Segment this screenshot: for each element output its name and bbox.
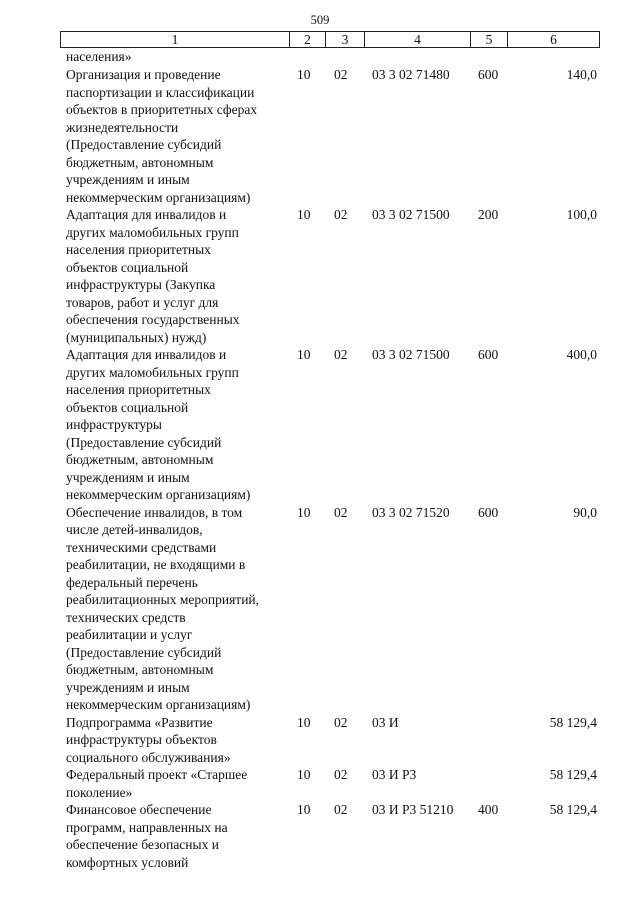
row-name-line: реабилитации, не входящими в: [66, 557, 246, 572]
row-name: [66, 206, 296, 346]
row-name-line: программ, направленных на: [66, 819, 228, 835]
row-name-line: обеспечения государственных: [66, 312, 240, 327]
table-row: [0, 766, 640, 801]
table-row: [0, 346, 640, 504]
row-name-line: некоммерческим организациям): [66, 697, 251, 712]
row-name-line: Финансовое обеспечение: [66, 802, 212, 817]
row-target-code: 03 3 02 71480: [372, 67, 450, 82]
header-col-2: 2: [290, 32, 326, 48]
row-target-code: 03 3 02 71520: [372, 504, 450, 520]
row-amount: 140,0: [566, 67, 597, 82]
header-col-1: 1: [61, 32, 290, 48]
table-row: [0, 714, 640, 767]
row-razdel: 10: [297, 504, 311, 520]
continued-text-fragment: населения»: [66, 49, 132, 64]
row-name-line: Федеральный проект «Старшее: [66, 767, 248, 782]
row-target-code: 03 И Р3: [372, 767, 417, 782]
row-expense-type: 200: [478, 207, 499, 222]
row-amount: 58 129,4: [549, 767, 597, 782]
table-row: [0, 66, 640, 206]
row-expense-type: 600: [478, 504, 499, 520]
row-target-code: 03 И Р3 51210: [372, 802, 454, 817]
row-name-line: учреждениям и иным: [66, 679, 190, 695]
row-name-line: технических средств: [66, 609, 186, 625]
row-razdel: 10: [297, 714, 311, 730]
row-expense-type: 600: [478, 67, 499, 82]
row-razdel: 10: [297, 802, 311, 817]
row-name-line: реабилитационных мероприятий,: [66, 592, 260, 607]
row-name-line: инфраструктуры объектов: [66, 732, 217, 747]
row-name-line: Подпрограмма «Развитие: [66, 714, 213, 730]
row-name-line: (Предоставление субсидий: [66, 644, 222, 660]
budget-rows: [0, 66, 640, 871]
row-target-code: 03 3 02 71500: [372, 207, 450, 222]
row-name: [66, 66, 296, 206]
row-name-line: поколение»: [66, 784, 133, 800]
row-amount: 100,0: [566, 207, 597, 222]
row-name-line: объектов социальной: [66, 259, 189, 275]
row-razdel: 10: [297, 767, 311, 782]
row-name-line: Адаптация для инвалидов и: [66, 207, 227, 222]
row-name-line: инфраструктуры (Закупка: [66, 277, 216, 292]
row-name: [66, 766, 296, 801]
header-col-4: 4: [365, 32, 471, 48]
row-name-line: (Предоставление субсидий: [66, 137, 222, 152]
row-name-line: (муниципальных) нужд): [66, 329, 207, 345]
row-name-line: Адаптация для инвалидов и: [66, 347, 227, 362]
table-row: [0, 504, 640, 714]
row-name-line: федеральный перечень: [66, 574, 198, 590]
row-name-line: некоммерческим организациям): [66, 487, 251, 502]
row-target-code: 03 3 02 71500: [372, 347, 450, 362]
row-name-line: обеспечение безопасных и: [66, 837, 219, 852]
row-name-line: реабилитации и услуг: [66, 627, 193, 642]
row-name-line: бюджетным, автономным: [66, 154, 214, 170]
row-podrazdel: 02: [334, 504, 348, 520]
row-name-line: Обеспечение инвалидов, в том: [66, 504, 243, 520]
row-podrazdel: 02: [334, 67, 348, 82]
row-name: [66, 504, 296, 714]
row-podrazdel: 02: [334, 207, 348, 222]
header-col-3: 3: [326, 32, 365, 48]
column-number-header: [60, 31, 600, 48]
row-podrazdel: 02: [334, 714, 348, 730]
header-col-6: 6: [508, 32, 600, 48]
row-podrazdel: 02: [334, 347, 348, 362]
row-name: [66, 714, 296, 767]
table-row: [0, 801, 640, 871]
row-podrazdel: 02: [334, 802, 348, 817]
header-col-5: 5: [471, 32, 508, 48]
row-razdel: 10: [297, 347, 311, 362]
row-name-line: Организация и проведение: [66, 67, 221, 82]
row-name-line: некоммерческим организациям): [66, 189, 251, 205]
row-expense-type: 400: [478, 802, 499, 817]
row-amount: 58 129,4: [549, 714, 597, 730]
row-name-line: других маломобильных групп: [66, 224, 239, 240]
row-name-line: техническими средствами: [66, 539, 217, 555]
row-amount: 90,0: [573, 504, 597, 520]
row-name-line: числе детей-инвалидов,: [66, 522, 203, 537]
row-amount: 58 129,4: [549, 802, 597, 817]
row-name-line: учреждениям и иным: [66, 172, 190, 187]
row-name-line: объектов в приоритетных сферах: [66, 102, 258, 117]
row-name-line: товаров, работ и услуг для: [66, 294, 219, 310]
row-name: [66, 801, 296, 871]
row-razdel: 10: [297, 67, 311, 82]
row-name-line: учреждениям и иным: [66, 469, 190, 485]
row-name-line: населения приоритетных: [66, 382, 211, 397]
row-amount: 400,0: [566, 347, 597, 362]
row-name-line: бюджетным, автономным: [66, 452, 214, 467]
page-number: 509: [310, 13, 330, 27]
row-name: [66, 346, 296, 504]
row-name-line: комфортных условий: [66, 854, 189, 870]
row-target-code: 03 И: [372, 714, 399, 730]
row-name-line: других маломобильных групп: [66, 364, 239, 380]
row-name-line: населения приоритетных: [66, 242, 211, 257]
table-row: [0, 206, 640, 346]
row-name-line: паспортизации и классификации: [66, 84, 255, 100]
row-podrazdel: 02: [334, 767, 348, 782]
row-name-line: социального обслуживания»: [66, 749, 231, 765]
row-name-line: жизнедеятельности: [66, 119, 179, 135]
row-name-line: бюджетным, автономным: [66, 662, 214, 677]
row-expense-type: 600: [478, 347, 499, 362]
row-name-line: объектов социальной: [66, 399, 189, 415]
row-name-line: инфраструктуры: [66, 417, 162, 432]
row-name-line: (Предоставление субсидий: [66, 434, 222, 450]
row-razdel: 10: [297, 207, 311, 222]
